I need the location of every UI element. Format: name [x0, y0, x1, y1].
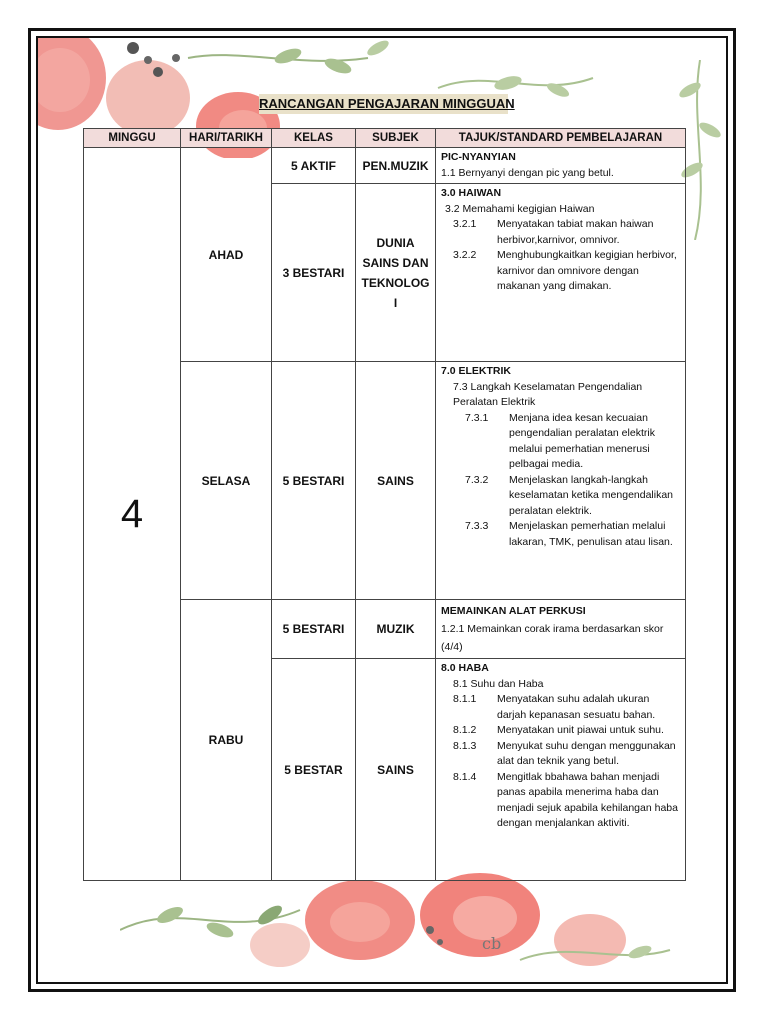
week-number: 4 [84, 148, 181, 881]
tajuk-item-number: 3.2.2 [453, 249, 477, 261]
tajuk-cell [436, 184, 686, 362]
header-hari-tarikh: HARI/TARIKH [181, 129, 272, 148]
tajuk-item-number: 3.2.1 [453, 218, 477, 230]
tajuk-item-number: 8.1.3 [453, 739, 477, 752]
tajuk-item-number: 8.1.4 [453, 770, 477, 783]
table-header-row [84, 129, 686, 148]
subjek-cell [356, 184, 436, 362]
tajuk-item [441, 739, 681, 770]
tajuk-item [441, 519, 681, 550]
page-title: RANCANGAN PENGAJARAN MINGGUAN [259, 94, 508, 114]
header-tajuk: TAJUK/STANDARD PEMBELAJARAN [436, 129, 686, 148]
subjek-cell: SAINS [356, 362, 436, 600]
watermark-text: cb [482, 934, 502, 953]
tajuk-item-number: 7.3.1 [465, 411, 489, 424]
tajuk-heading: 7.0 ELEKTRIK [441, 365, 512, 377]
tajuk-cell [436, 600, 686, 659]
kelas-cell: 5 BESTAR [272, 659, 356, 881]
tajuk-cell [436, 148, 686, 184]
tajuk-item-number: 7.3.3 [465, 520, 489, 532]
tajuk-cell [436, 659, 686, 881]
header-minggu: MINGGU [84, 129, 181, 148]
tajuk-heading: 3.0 HAIWAN [441, 187, 502, 199]
floral-decoration-bottom [120, 870, 680, 980]
subjek-cell: MUZIK [356, 600, 436, 659]
tajuk-item-text: Menyatakan unit piawai untuk suhu. [497, 724, 664, 736]
day-rabu: RABU [181, 600, 272, 881]
tajuk-subheading: 7.3 Langkah Keselamatan Pengendalian Peralatan Elektrik [453, 380, 643, 408]
tajuk-line: 1.2.1 Memainkan corak irama berdasarkan skor (4/4) [441, 623, 664, 653]
kelas-cell: 3 BESTARI [272, 184, 356, 362]
tajuk-item-text: Menyatakan tabiat makan haiwan herbivor,karnivor, omnivor. [497, 218, 654, 246]
lesson-plan-table [83, 128, 686, 881]
subjek-line: SAINS DAN [362, 255, 429, 270]
header-subjek: SUBJEK [356, 129, 436, 148]
tajuk-item [441, 217, 681, 248]
tajuk-subheading: 8.1 Suhu dan Haba [453, 677, 544, 690]
kelas-cell: 5 BESTARI [272, 362, 356, 600]
tajuk-item-text: Mengitlak bbahawa bahan menjadi panas apabila menerima haba dan menjadi sejuk apabila kehilangan haba dengan menjalankan aktiviti. [497, 770, 678, 829]
tajuk-cell [436, 362, 686, 600]
tajuk-item [441, 723, 681, 739]
subjek-line: TEKNOLOG [361, 275, 430, 290]
tajuk-item-text: Menghubungkaitkan kegigian herbivor, karnivor dan omnivore dengan makanan yang dimakan. [497, 249, 677, 292]
day-selasa: SELASA [181, 362, 272, 600]
tajuk-subheading: 3.2 Memahami kegigian Haiwan [445, 202, 595, 215]
day-ahad: AHAD [181, 148, 272, 362]
tajuk-item [441, 411, 681, 473]
tajuk-item-number: 7.3.2 [465, 473, 489, 486]
subjek-line: I [393, 295, 398, 310]
subjek-line: DUNIA [376, 235, 415, 250]
tajuk-heading: PIC-NYANYIAN [441, 151, 516, 163]
subjek-cell: PEN.MUZIK [356, 148, 436, 184]
subjek-cell: SAINS [356, 659, 436, 881]
tajuk-item-number: 8.1.1 [453, 693, 477, 705]
table-row [84, 148, 686, 184]
tajuk-heading: MEMAINKAN ALAT PERKUSI [441, 605, 586, 617]
tajuk-item-text: Menyukat suhu dengan menggunakan alat dan teknik yang betul. [497, 739, 676, 767]
tajuk-line: 1.1 Bernyanyi dengan pic yang betul. [441, 166, 614, 179]
tajuk-item-text: Menyatakan suhu adalah ukuran darjah kepanasan sesuatu bahan. [497, 693, 656, 721]
tajuk-item [441, 248, 681, 295]
header-kelas: KELAS [272, 129, 356, 148]
tajuk-item [441, 473, 681, 520]
tajuk-heading: 8.0 HABA [441, 662, 489, 674]
tajuk-item-text: Menjana idea kesan kecuaian pengendalian peralatan elektrik melalui pemerhatian menerusi pelbagai media. [509, 411, 655, 470]
kelas-cell: 5 BESTARI [272, 600, 356, 659]
tajuk-item [441, 770, 681, 832]
tajuk-item-number: 8.1.2 [453, 724, 477, 736]
tajuk-item-text: Menjelaskan pemerhatian melalui lakaran, TMK, penulisan atau lisan. [509, 520, 673, 548]
tajuk-item [441, 692, 681, 723]
tajuk-item-text: Menjelaskan langkah-langkah keselamatan ketika mengendalikan peralatan elektrik. [509, 473, 674, 517]
kelas-cell: 5 AKTIF [272, 148, 356, 184]
